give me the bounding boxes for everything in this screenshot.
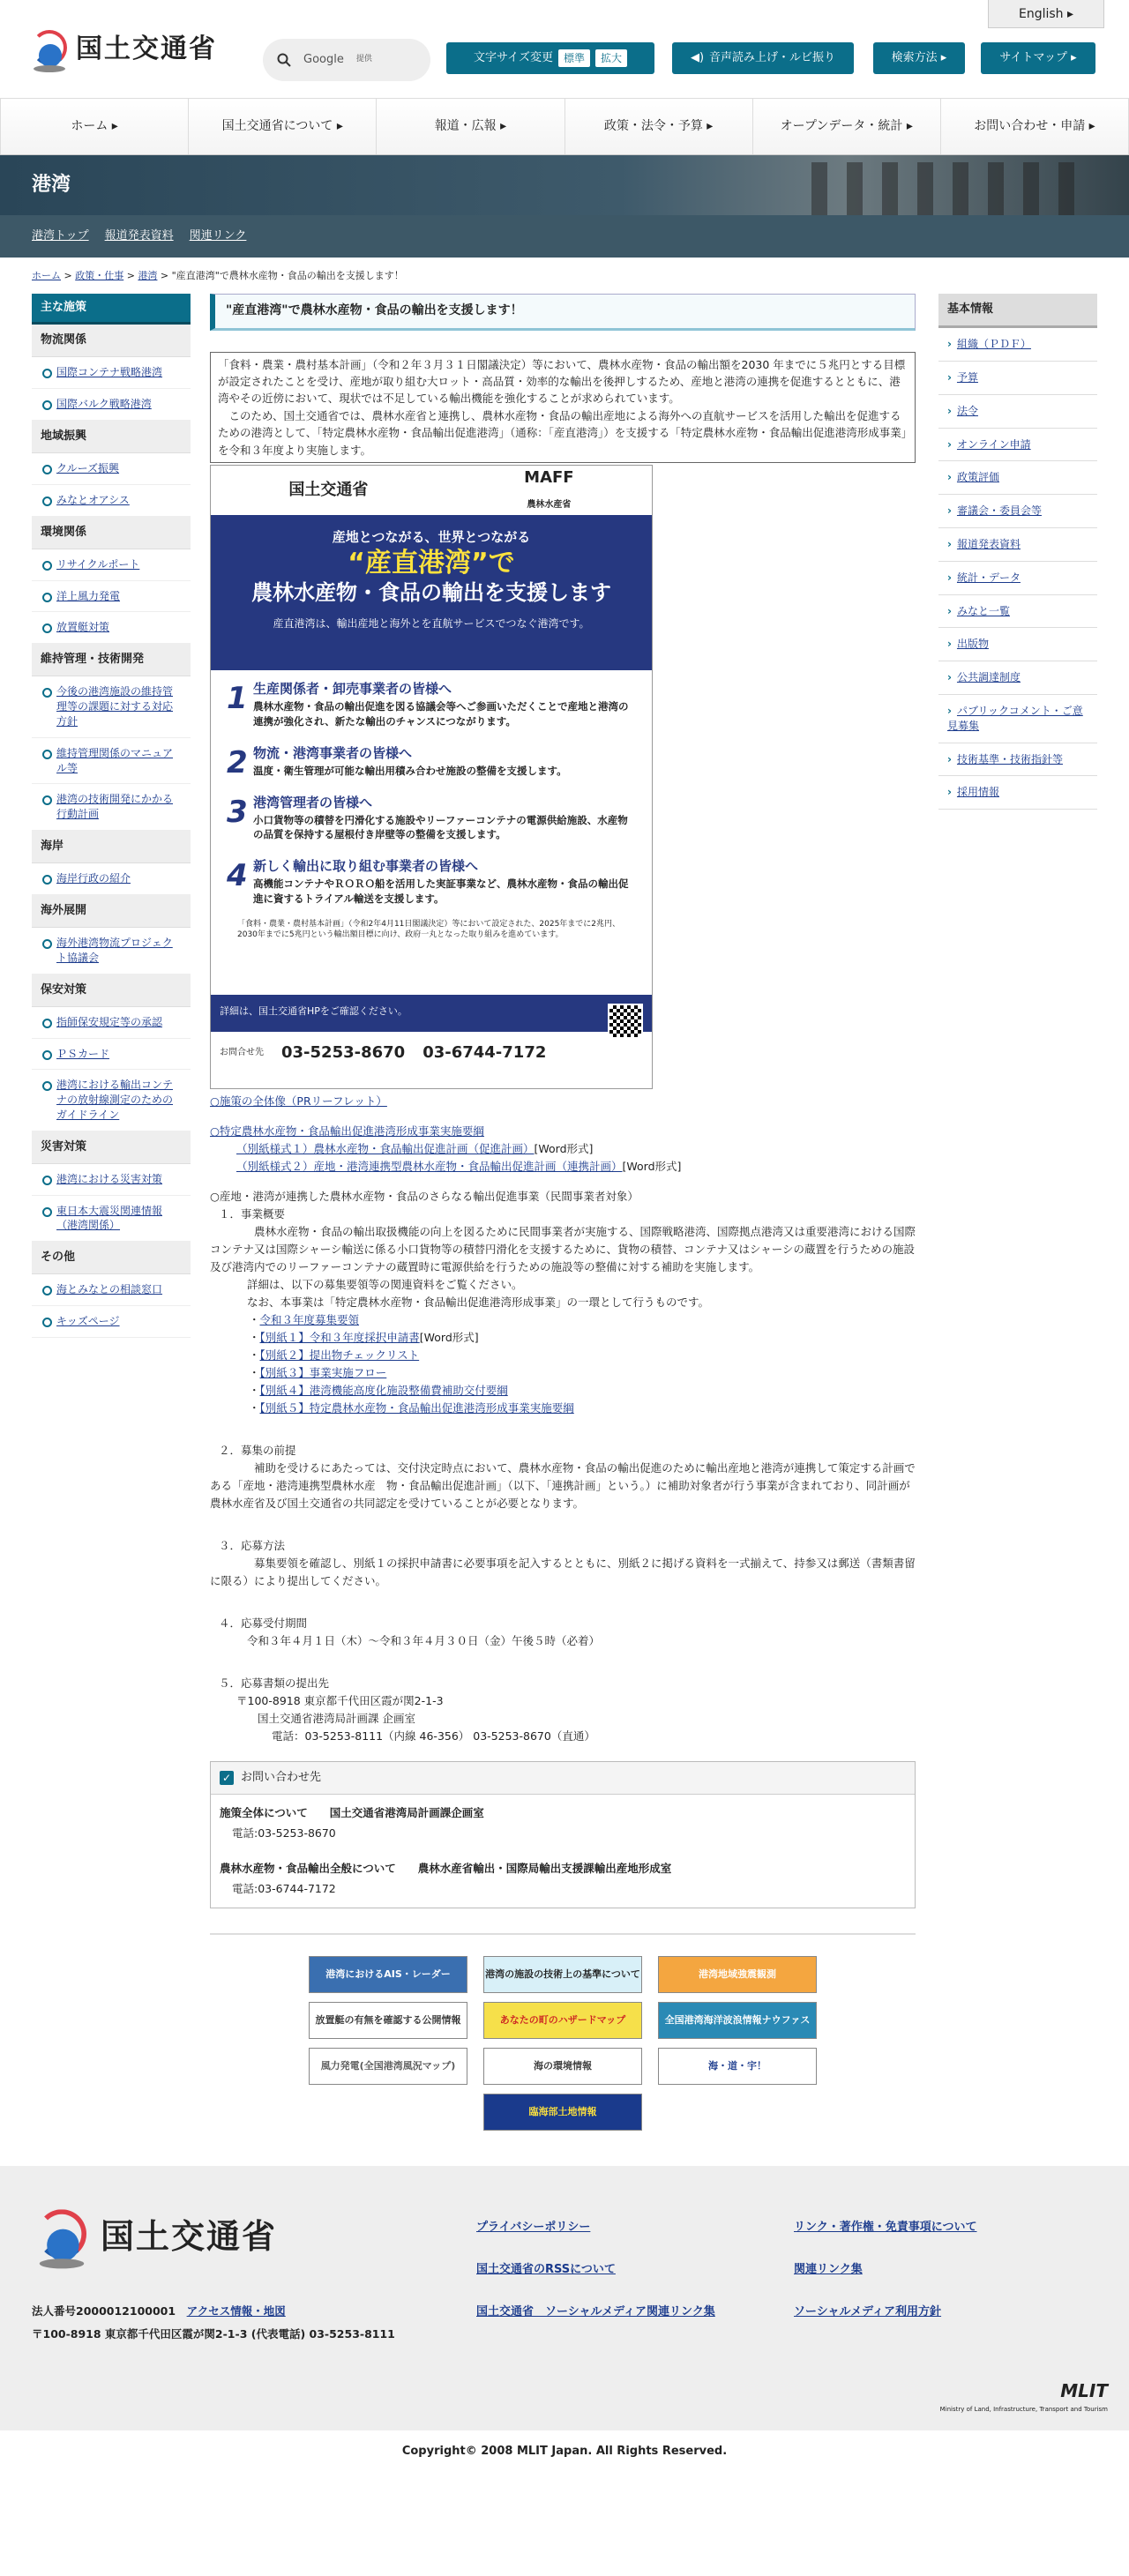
basic-info-label: 法令 [956,404,978,417]
sitemap-button[interactable]: サイトマップ ▸ [981,42,1095,74]
doc-link[interactable]: 令和３年度募集要領 [259,1312,360,1326]
basic-info-label: 出版物 [956,638,989,651]
flyer-contact [211,1037,652,1069]
banner-link[interactable]: 海・道・宇！ [658,2048,817,2085]
basic-info-item[interactable] [938,562,1097,595]
mlit-wordmark [940,2378,1108,2415]
banner-link[interactable]: 海の環境情報 [483,2048,642,2085]
flyer-maff-sub: 農林水産省 [527,499,572,510]
sidebar-category: その他 [32,1242,191,1274]
global-nav [0,99,1129,155]
page-title: "産直港湾"で農林水産物・食品の輸出を支援します！ [210,294,916,331]
basic-info-label: パブリックコメント・ご意見募集 [947,704,1083,732]
font-size-standard-button[interactable]: 標準 [558,49,590,67]
flyer-section-number: 1 [227,680,248,716]
sidebar-item[interactable]: 洋上風力発電 [32,581,191,613]
flyer-headline [211,515,652,670]
flyer-tel-2: 03-6744-7172 [422,1042,547,1062]
font-size-large-button[interactable]: 拡大 [595,49,627,67]
intro-paragraph-2: このため、国土交通省では、農林水産省と連携し、農林水産物・食品の輸出産地による海外への直航サービスを活用した輸出を促進するための港湾として、「特定農林水産物・食品輸出促進港湾」（通称：「産直港湾」）を支援する「特定農林水産物・食品輸出促進港湾形成事業」を令和３年度より実施します。 [218,408,908,457]
sidebar-item[interactable]: 港湾における災害対策 [32,1164,191,1196]
sidebar-category: 災害対策 [32,1131,191,1164]
basic-info-label: 統計・データ [956,571,1021,584]
nav-opendata[interactable]: オープンデータ・統計 ▸ [753,99,941,154]
contact-body [211,1795,915,1908]
basic-info-label: 組織（ＰＤＦ） [956,338,1031,351]
banner-link[interactable]: 放置艇の有無を確認する公開情報 [309,2002,467,2039]
section-2-heading: ２．募集の前提 [219,1443,296,1457]
sidebar-item[interactable]: 指師保安規定等の承認 [32,1007,191,1039]
flyer-section-heading: 新しく輸出に取り組む事業者の皆様へ [253,858,479,875]
nav-about[interactable]: 国土交通省について ▸ [189,99,377,154]
basic-info-item[interactable] [938,628,1097,661]
flyer-section-text: 小口貨物等の積替を円滑化する施設やリーファーコンテナの電源供給施設、水産物の品質を保持する屋根付き岸壁等の整備を支援します。 [253,813,628,841]
doc-link[interactable]: 【別紙２】提出物チェックリスト [259,1348,420,1362]
doc-list-item: ・【別紙３】事業実施フロー [249,1365,387,1379]
breadcrumb-port[interactable]: 港湾 [138,270,158,281]
nav-press[interactable]: 報道・広報 ▸ [377,99,564,154]
basic-info-item[interactable] [938,429,1097,462]
flyer-section [211,735,652,784]
contact-tel-2: 電話:03-6744-7172 [232,1881,336,1895]
doc-list [210,1311,916,1417]
form1-format: [Word形式] [534,1141,594,1155]
font-size-label: 文字サイズ変更 [474,50,553,64]
guideline-link[interactable]: ○特定農林水産物・食品輸出促進港湾形成事業実施要綱 [210,1124,484,1138]
mlit-logo-icon [32,26,67,72]
section-1-note: なお、本事業は「特定農林水産物・食品輸出促進港湾形成事業」の一環として行うものです。 [247,1295,710,1309]
section-4-body: 令和３年４月１日（木）～令和３年４月３０日（金）午後５時（必着） [247,1633,601,1647]
doc-link[interactable]: 【別紙４】港湾機能高度化施設整備費補助交付要綱 [259,1383,508,1397]
doc-format: [Word形式] [419,1330,479,1344]
contact-row-1: 施策全体について 国土交通省港湾局計画課企画室 [220,1806,484,1820]
site-header [0,0,1129,99]
sidebar-item[interactable]: ＰＳカード [32,1039,191,1071]
flyer-title-1: “産直港湾”で [348,548,515,579]
section-5-heading: ５．応募書類の提出先 [219,1676,330,1690]
contact-row-2: 農林水産物・食品輸出全般について 農林水産省輸出・国際局輸出支援課輸出産地形成室 [220,1862,672,1876]
footer-links [476,2219,1023,2321]
search-method-button[interactable]: 検索方法 ▸ [873,42,965,74]
sidebar-item[interactable]: 東日本大震災関連情報（港湾関係） [32,1196,191,1243]
mlit-wordmark-text: MLIT [1060,2380,1108,2402]
footer-link-social-policy[interactable]: ソーシャルメディア利用方針 [794,2305,942,2319]
contact-box [210,1761,916,1908]
sidebar-item[interactable]: 国際バルク戦略港湾 [32,389,191,421]
main-body [210,1093,916,1745]
sidebar-item[interactable]: リサイクルポート [32,549,191,581]
basic-info-label: 報道発表資料 [956,537,1021,550]
flyer-section [211,670,652,735]
divider [210,1933,916,1935]
doc-link[interactable]: 【別紙１】令和３年度採択申請書 [259,1330,420,1344]
footer-link-social[interactable]: 国土交通省 ソーシャルメディア関連リンク集 [476,2305,715,2319]
copyright: Copyright© 2008 MLIT Japan. All Rights Reserved. [401,2445,728,2459]
footer-link-copyright[interactable]: リンク・著作権・免責事項について [794,2221,977,2235]
site-footer [0,2166,1129,2430]
flyer-maff-logo: MAFF [524,468,574,488]
flyer-note: 「食料・農業・農村基本計画」（令和2年4月11日閣議決定）等において設定された、2025年までに2兆円、2030年までに5兆円という輸出額目標に向け、政府一丸となった取り組みを進めています。 [237,919,621,940]
flyer-detail-bar [211,995,652,1032]
subnav-press[interactable]: 報道発表資料 [104,228,174,243]
content-wrap [0,294,1129,2131]
sidebar-item[interactable]: みなとオアシス [32,485,191,517]
voice-reading-label: 音声読み上げ・ルビ振り [709,50,836,64]
section-1-body: 農林水産物・食品の輸出取扱機能の向上を図るために民間事業者が実施する、国際戦略港湾、国際拠点港湾又は重要港湾における国際コンテナ又は国際シャーシ輸送に係る小口貨物等の積替円滑化を支援するために、貨物の積替、コンテナ又はシャーシの蔵置を行うための施設及び港湾内でのリーファーコンテナの蔵置時に電源供給を行うための施設等の整備に対する補助を実施します。 [210,1224,916,1273]
subnav-links[interactable]: 関連リンク [189,228,247,243]
font-size-control [446,42,654,74]
footer-link-rss[interactable]: 国土交通省のRSSについて [476,2263,616,2277]
qr-code-icon [608,1004,643,1039]
flyer-mlit-logo: 国土交通省 [288,481,369,500]
sidebar-category: 維持管理・技術開発 [32,644,191,676]
flyer-tel-1: 03-5253-8670 [281,1042,406,1062]
left-sidebar [32,294,191,2131]
sidebar-category: 保安対策 [32,974,191,1007]
flyer-sections [211,670,652,912]
search-provider: Google [303,52,344,66]
sidebar-item[interactable]: 放置艇対策 [32,612,191,644]
breadcrumb: ホーム > 政策・仕事 > 港湾 > "産直港湾"で農林水産物・食品の輸出を支援します！ [32,270,404,281]
contact-header [211,1762,915,1795]
basic-info-item[interactable] [938,743,1097,777]
english-link[interactable]: English ▸ [988,0,1104,28]
flyer-section-heading: 生産関係者・卸売事業者の皆様へ [253,680,452,697]
basic-info-item[interactable] [938,661,1097,695]
basic-info-item[interactable] [938,362,1097,395]
flyer-tagline: 産地とつながる、世界とつながる [332,528,531,545]
banner-link[interactable]: 全国港湾海洋波浪情報ナウファス [658,2002,817,2039]
basic-info-label: 技術基準・技術指針等 [956,752,1063,765]
sidebar-item[interactable]: クルーズ振興 [32,453,191,485]
pr-leaflet-link[interactable]: ○施策の全体像（PRリーフレット） [210,1094,387,1108]
sidebar-category: 地域振興 [32,421,191,453]
section-0: ○産地・港湾が連携した農林水産物・食品のさらなる輸出促進事業（民間事業者対象） [210,1189,639,1203]
section-1-detail: 詳細は、以下の募集要領等の関連資料をご覧ください。 [247,1277,523,1291]
flyer-section-number: 4 [227,858,248,894]
sub-nav [0,215,1129,258]
sidebar-item[interactable]: 国際コンテナ戦略港湾 [32,357,191,389]
section-banner [0,155,1129,215]
mlit-logo-icon [37,2205,86,2269]
access-link[interactable]: アクセス情報・地図 [186,2304,286,2318]
flyer-section-heading: 港湾管理者の皆様へ [253,794,373,810]
doc-list-item: ・【別紙４】港湾機能高度化施設整備費補助交付要綱 [249,1383,508,1397]
flyer-section-number: 2 [227,744,248,780]
sidebar-category: 物流関係 [32,325,191,357]
logo-text: 国土交通省 [76,33,217,64]
contact-tel-1: 電話:03-5253-8670 [232,1826,336,1840]
footer-link-related[interactable]: 関連リンク集 [794,2263,863,2277]
basic-info-label: オンライン申請 [956,437,1031,451]
flyer-section-text: 農林水産物・食品の輸出促進を図る協議会等へご参画いただくことで産地と港湾の連携が強化され、新たな輸出のチャンスにつながります。 [253,700,629,728]
search-input[interactable] [263,39,430,81]
flyer-logos [211,466,652,515]
banner-link[interactable]: 港湾の施設の技術上の基準について [483,1956,642,1993]
form2-link[interactable]: （別紙様式２）産地・港湾連携型農林水産物・食品輸出促進計画（連携計画） [236,1159,623,1173]
basic-info-item[interactable] [938,528,1097,562]
banner-image [811,162,1076,215]
banner-link[interactable]: 風力発電(全国港湾風況マップ) [309,2048,467,2085]
doc-list-item: ・【別紙１】令和３年度採択申請書[Word形式] [249,1330,479,1344]
main-content [210,294,916,2131]
search-provider-sub: 提供 [355,55,372,64]
nav-policy[interactable]: 政策・法令・予算 ▸ [565,99,753,154]
sidebar-item[interactable]: キッズページ [32,1306,191,1338]
search-icon [277,53,291,67]
banner-link[interactable]: 臨海部土地情報 [483,2094,642,2131]
sidebar-item[interactable]: 今後の港湾施設の維持管理等の課題に対する対応方針 [32,676,191,737]
sidebar-category: 海岸 [32,831,191,863]
basic-info-label: 採用情報 [956,786,999,799]
corporate-number: 法人番号2000012100001 [32,2304,176,2318]
flyer-detail-text: 詳細は、国土交通省HPをご確認ください。 [220,1004,407,1017]
subnav-port-top[interactable]: 港湾トップ [32,228,89,243]
voice-reading-button[interactable] [672,42,854,74]
basic-info-label: 審議会・委員会等 [956,504,1042,518]
banner-link[interactable]: あなたの町のハザードマップ [483,2002,642,2039]
section-4-heading: ４．応募受付期間 [219,1616,308,1630]
basic-info-label: みなと一覧 [956,604,1010,617]
section-3-heading: ３．応募方法 [219,1538,286,1552]
mlit-wordmark-sub: Ministry of Land, Infrastructure, Transport and Tourism [939,2406,1108,2414]
basic-info-label: 政策評価 [956,471,999,484]
breadcrumb-home[interactable]: ホーム [32,270,61,281]
doc-list-item: ・令和３年度募集要領 [249,1312,360,1326]
footer-logo-text: 国土交通省 [101,2216,278,2256]
doc-list-item: ・【別紙２】提出物チェックリスト [249,1348,420,1362]
right-sidebar-head: 基本情報 [938,294,1097,328]
footer-link-privacy[interactable]: プライバシーポリシー [476,2221,591,2235]
doc-link[interactable]: 【別紙３】事業実施フロー [259,1365,387,1379]
section-5-tel: 電話：03-5253-8111（内線 46-356） 03-5253-8670（直通） [272,1729,595,1743]
pr-flyer-image [210,465,653,1089]
form2-format: [Word形式] [622,1159,682,1173]
basic-info-item[interactable] [938,461,1097,495]
sidebar-item[interactable]: 海外港湾物流プロジェクト協議会 [32,928,191,974]
sidebar-item[interactable]: 維持管理関係のマニュアル等 [32,738,191,785]
flyer-section-text: 高機能コンテナやＲＯＲＯ船を活用した実証事業など、農林水産物・食品の輸出促進に資するトライアル輸送を支援します。 [253,877,629,906]
basic-info-label: 予算 [956,370,978,384]
breadcrumb-policy[interactable]: 政策・仕事 [75,270,124,281]
nav-contact[interactable]: お問い合わせ・申請 ▸ [941,99,1129,154]
flyer-title-2: 農林水産物・食品の輸出を支援します [251,580,611,606]
section-1-heading: １．事業概要 [219,1206,286,1221]
banner-link[interactable]: 港湾地域強震観測 [658,1956,817,1993]
banner-links [210,1956,916,2131]
site-logo[interactable] [32,26,217,72]
sidebar-item[interactable]: 港湾の技術開発にかかる行動計画 [32,784,191,831]
flyer-contact-label: お問合せ先 [220,1048,264,1058]
basic-info-item[interactable] [938,695,1097,743]
form1-link[interactable]: （別紙様式１）農林水産物・食品輸出促進計画（促進計画） [236,1141,535,1155]
flyer-subtitle: 産直港湾は、輸出産地と海外とを直航サービスでつなぐ港湾です。 [273,617,590,631]
section-2-body: 補助を受けるにあたっては、交付決定時点において、農林水産物・食品の輸出促進のために輸出産地と港湾が連携して策定する計画である「産地・港湾連携型農林水産 物・食品輸出促進計画」（以下、「連携計画」という。）に補助対象者が行う事業が含まれており、同計画が農林水産省及び国土交通省の共同認定を受けていることが必要となります。 [210,1460,916,1510]
basic-info-item[interactable] [938,328,1097,362]
nav-home[interactable]: ホーム ▸ [0,99,189,154]
basic-info-item[interactable] [938,776,1097,810]
basic-info-item[interactable] [938,395,1097,429]
intro-box [210,352,916,463]
breadcrumb-current: "産直港湾"で農林水産物・食品の輸出を支援します！ [171,270,404,281]
sidebar-category: 海外展開 [32,895,191,928]
check-icon: ✓ [220,1771,234,1785]
section-3-body: 募集要領を確認し、別紙１の採択申請書に必要事項を記入するとともに、別紙２に掲げる資料を一式揃えて、持参又は郵送（書類書留に限る）により提出してください。 [210,1556,916,1587]
intro-paragraph-1: 「食料・農業・農村基本計画」（令和２年３月３１日閣議決定）等において、農林水産物・食品の輸出額を2030 年までに５兆円とする目標が設定されたことを受け、産地が取り組む大ロット・高品質・効率的な輸出を後押しするため、産地と港湾の連携を促進するとともに、港湾やその近傍において、現状では不足している輸出機能を強化することが求められています。 [218,357,906,406]
contact-head: お問い合わせ先 [241,1770,322,1784]
section-5-address: 〒100-8918 東京都千代田区霞が関2-1-3 [236,1693,444,1707]
flyer-section [211,847,652,912]
banner-link[interactable]: 港湾におけるAIS・レーダー [309,1956,467,1993]
sidebar-item[interactable]: 海岸行政の紹介 [32,863,191,895]
footer-address: 〒100-8918 東京都千代田区霞が関2-1-3 (代表電話) 03-5253-8111 [32,2327,395,2341]
sidebar-category: 環境関係 [32,517,191,549]
flyer-section-number: 3 [227,794,248,830]
basic-info-item[interactable] [938,495,1097,528]
section-5-dept: 国土交通省港湾局計画課 企画室 [258,1711,415,1725]
basic-info-item[interactable] [938,595,1097,629]
basic-info-label: 公共調達制度 [956,671,1021,684]
sidebar-item[interactable]: 海とみなとの相談窓口 [32,1274,191,1306]
flyer-section-text: 温度・衛生管理が可能な輸出用積み合わせ施設の整備を支援します。 [253,764,567,777]
flyer-section-heading: 物流・港湾事業者の皆様へ [253,744,413,761]
section-title: 港湾 [32,174,71,196]
right-sidebar [938,294,1097,2131]
sidebar-item[interactable]: 港湾における輸出コンテナの放射線測定のためのガイドライン [32,1070,191,1131]
flyer-section [211,784,652,848]
speaker-icon: ◀) [690,50,705,64]
doc-link[interactable]: 【別紙５】特定農林水産物・食品輸出促進港湾形成事業実施要綱 [259,1400,574,1415]
left-sidebar-head: 主な施策 [32,294,191,325]
doc-list-item: ・【別紙５】特定農林水産物・食品輸出促進港湾形成事業実施要綱 [249,1400,574,1415]
